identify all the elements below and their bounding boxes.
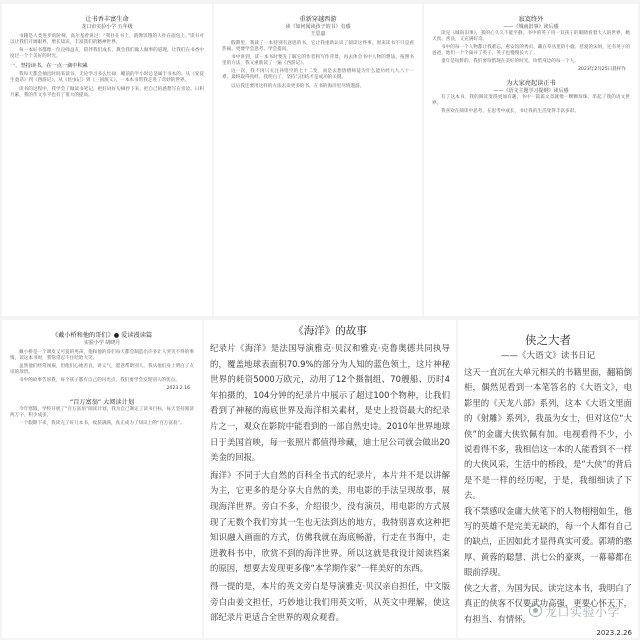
page5-paragraph: 得一提的是，本片的英文旁白是导演雅克·贝汉亲自担任，中文版旁白由姜文担任，巧妙地让我们用英文听，从英文中理解，使这部纪录片更适合全世界的观众观看。 [210, 580, 450, 623]
page3-paragraph: 有了这本书，我的阅读变得更加有趣，书中一篇篇文章就像一颗颗珍珠，串起了我的语文世界。 [432, 94, 630, 106]
essay-page-3 [424, 4, 638, 316]
page1-paragraph: 读书的过程中，我学会了做读书笔记，把好词好句摘抄下来，把自己的感想写在旁边。日积月累，我的作文水平也有了很大的提高。 [10, 86, 204, 98]
essay-page-6 [458, 320, 638, 638]
page5-paragraph: 纪录片《海洋》是法国导演雅克·贝汉和雅克·克鲁奥德共同执导的，覆盖地球表面积70.9%的部分为人知的蓝色领土，这片神秘世界的耗资5000万欧元，动用了12个摄制组、70艘船、历时4年拍摄的，104分钟的纪录片中展示了超过100个物种，让我们看到了神秘的海底世界及海洋相关素材，是史上投资最大的纪录片之一，观众在影院中能看到的一部自然史诗。2010年世界地球日于美国首映，每一张照片都值得珍藏，迪士尼公司就会做出20美金的回报。 [210, 343, 450, 463]
essay-page-5 [204, 320, 456, 638]
page4-heading: “百万富翁” 大阅读计划 [69, 398, 135, 406]
page6-subtitle: ——《大语文》读书日记 [500, 351, 596, 361]
page6-paragraph: 我不禁感叹金庸大侠笔下的人物栩栩如生，他写的英雄不是完美无缺的，每一个人都有自己的缺点，正因如此才显得真实可爱。郭靖的憨厚、黄蓉的聪慧、洪七公的豪爽，一幕幕都在眼前浮现。 [464, 505, 632, 578]
page5-title: 《海洋》的故事 [293, 325, 367, 337]
page4-paragraph: 戴小桥是一个调皮又可爱的男孩，他和他的哥们每天都会制造出许多让人哭笑不得的事情。读这本书时，我常常忍不住哈哈大笑。 [10, 350, 194, 362]
page4-author: 实验小学 胡晓月 [83, 340, 121, 346]
page6-paragraph: 侠之大者，为国为民。读完这本书，我明白了真正的侠客不仅要武功高强，更要心怀天下，有担当、有情怀。 [464, 582, 632, 624]
page3-second-title: 为大家亮起读正书 [506, 79, 556, 87]
page1-paragraph: 每一本好书都像一位良师益友，陪伴我们成长，教会我们做人做事的道理，让我们在书香中度过一个个美好的时光。 [10, 48, 204, 60]
page3-title: 寂寞终外 [518, 16, 544, 23]
page3-paragraph: 书中的每一个人物都让我难忘，惠安馆的秀贞、藏在草丛里的小偷、慈爱的宋妈，还有英子的爸爸。他们一个个离开了英子，英子也慢慢长大了。 [432, 45, 630, 57]
page4-title: 《戴小桥和他的哥们》● 爱读漫读篇 [51, 332, 153, 339]
page2-paragraph: 书中讲到，读一本书时要先了解它的作者和写作背景，再去体会书中人物的想法。按照书里的方法，我又重新读了一遍《西游记》。 [222, 55, 414, 67]
page2-subtitle: 读《如何阅读孩子的书》有感 [285, 24, 351, 30]
watermark-text: 龙口实验小学 [544, 605, 620, 619]
page3-subtitle: ——《城南旧事》读后感 [503, 24, 559, 30]
page6-title: 侠之大者 [525, 333, 571, 347]
page3-paragraph: 我喜欢在阅读中思考，在思考中成长，书让我的生活变得丰富多彩。 [441, 108, 579, 114]
essay-page-2 [214, 4, 422, 316]
page4-date: 2023.2.16 [166, 386, 190, 392]
essay-page-4 [2, 320, 202, 638]
page2-paragraph: 假期里，我读了一本特别有意思的书，它让我重新认识了阅读这件事。原来读书不只是看热闹，更要学会思考，学会提问。 [222, 41, 414, 53]
page1-heading: 一、坚持读书，在一点一滴中积累 [10, 63, 88, 70]
page6-date: 2023.2.26 [596, 628, 632, 637]
page4-paragraph: 一个假期下来，我读完了好几本书，收获满满，真正成为了知识上的“百万富翁”。 [19, 420, 185, 426]
page3-date: 2023年2月25日晨样作 [577, 67, 626, 73]
page2-title: 重新穿越西游 [299, 16, 337, 23]
page2-paragraph: 以后我还要用这样的方法去读更多的书，在书的海洋里尽情遨游。 [231, 83, 365, 89]
wechat-watermark [529, 603, 620, 620]
page3-paragraph: 童年是短暂的，我们要珍惜现在美好的时光，珍惜身边的每一个人。 [441, 59, 579, 65]
page4-paragraph: 书中的故事告诉我，每个孩子都有自己的闪光点，我们要学会发现别人的优点。 [19, 378, 180, 384]
page3-second-subtitle: ——《语文主题学习提纲》读后感 [493, 87, 569, 94]
page2-paragraph: 这一次，我不再只关注孙悟空的七十二变，而是去想唐僧师徒为什么能历经九九八十一难，最终取得真经。我明白了，坚持与团结才是成功的关键。 [222, 69, 414, 81]
essay-page-1 [2, 4, 212, 316]
page1-title: 让书香丰富生命 [85, 16, 129, 23]
page4-paragraph: 今年寒假，学校开展了“百万富翁”阅读计划，我为自己制定了读书目标，每天坚持阅读两万字，积少成多。 [10, 406, 194, 418]
page6-paragraph: 这天一直沉在大单元相关的书籍里面，翻箱倒柜，偶然见看到一本笔答名的《大语文》，电影里的《天龙八部》系列，这本《大语文里面的《射雕》系列》，我虽为女士，但对这位“大侠”的金庸大侠钦佩有加。电视看得不少，小说看得不多，我相信这一本的人能看到不一样的大侠风采，生活中的桥段，是“大侠”的背后是不是一样的经历呢，于是，我细细读了下去。 [464, 367, 632, 501]
page4-paragraph: 虽然他们经常闯祸，但他们心地善良，讲义气，愿意帮助别人。我从他们身上明白了友谊的珍贵。 [10, 364, 194, 376]
page5-paragraph: 海洋》不同于大自然的百科全书式的纪录片，本片并不是以讲解为主，它更多的是分享大自然的美，用电影的手法呈现故事，展现海洋世界。旁白不多，介绍很少，没有演员，用电影的方式展现了无数个我们穷其一生也无法到达的地方，我特别喜欢这种把知识融入画面的方式，仿佛我就在海底畅游，行走在书海中，走进教科书中，欣赏不到的海洋世界。所以这就是我设计阅读档案的原因，想要去发现更多像“本学期作家”一样美好的东西。 [210, 469, 450, 574]
page1-paragraph: 我每天都会抽出时间来读书，无论学习多么忙碌，睡前的半小时总是属于书本的。从《安徒生童话》到《西游记》，从《昆虫记》到《三国演义》，一本本书带我走进了奇妙的世界。 [10, 72, 204, 84]
page1-author: 龙口市实验小学 五年级 [81, 24, 133, 30]
wechat-channel-icon [529, 604, 542, 617]
page2-author: 王思嘉 [310, 31, 326, 37]
page1-paragraph: 书籍是人类进步的阶梯，高尔基曾说过：“我扑在书上，就像饥饿的人扑在面包上。”读书可以让我们开阔眼界，增长知识，丰富我们的精神世界。 [10, 34, 204, 46]
page3-paragraph: 读完《城南旧事》，我的心久久不能平静。书中的英子用一双孩子的眼睛看着大人的世界，她天真、善良，又充满好奇。 [432, 31, 630, 43]
